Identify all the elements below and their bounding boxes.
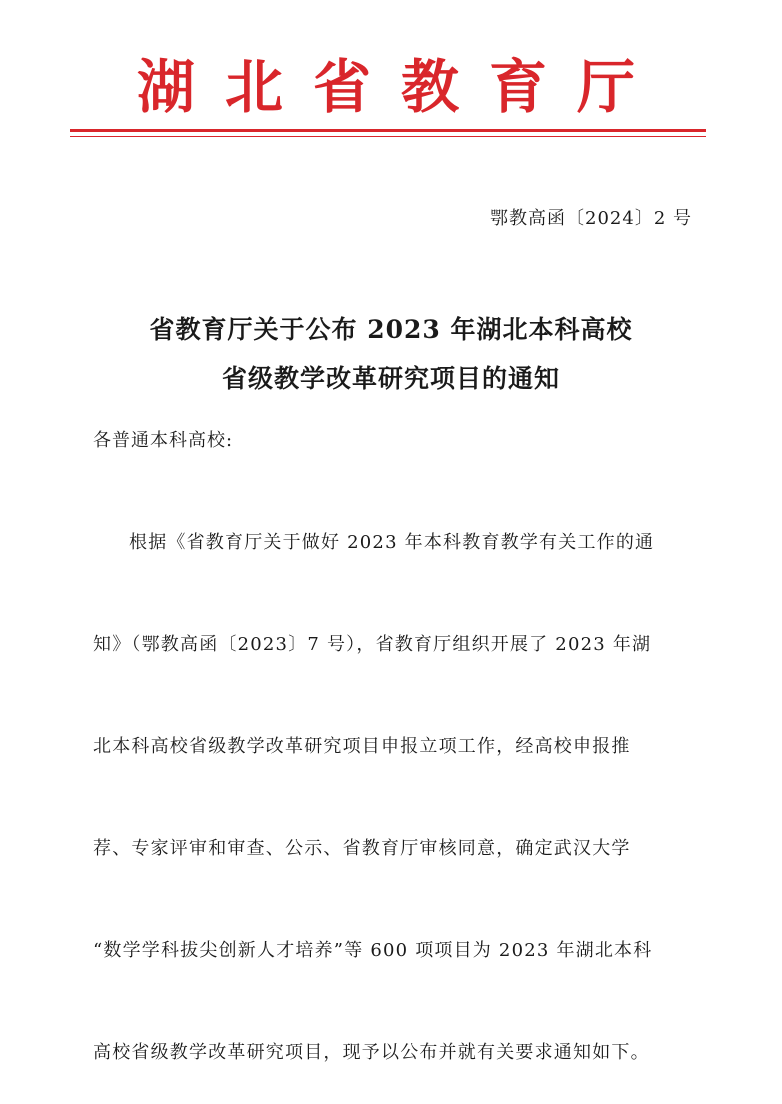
- salutation: 各普通本科高校:: [93, 430, 234, 451]
- body-line: 知》（鄂教高函〔2023〕7 号），省教育厅组织开展了 2023 年湖: [93, 634, 652, 655]
- agency-masthead: 湖北省教育厅: [136, 53, 665, 121]
- masthead-thick-rule: [70, 129, 706, 132]
- document-title-line-2: 省级教学改革研究项目的通知: [221, 364, 560, 393]
- body-line: 根据《省教育厅关于做好 2023 年本科教育教学有关工作的通: [129, 532, 655, 553]
- document-number: 鄂教高函〔2024〕2 号: [490, 208, 692, 229]
- body-line: 高校省级教学改革研究项目，现予以公布并就有关要求通知如下。: [93, 1042, 650, 1063]
- body-line: 荐、专家评审和审查、公示、省教育厅审核同意，确定武汉大学: [93, 838, 631, 859]
- masthead-thin-rule: [70, 136, 706, 137]
- body-line: 北本科高校省级教学改革研究项目申报立项工作，经高校申报推: [93, 736, 631, 757]
- body-line: “数学学科拔尖创新人才培养”等 600 项项目为 2023 年湖北本科: [93, 940, 653, 961]
- document-title-line-1: 省教育厅关于公布 2023 年湖北本科高校: [149, 315, 633, 344]
- body-paragraph: [93, 458, 693, 1104]
